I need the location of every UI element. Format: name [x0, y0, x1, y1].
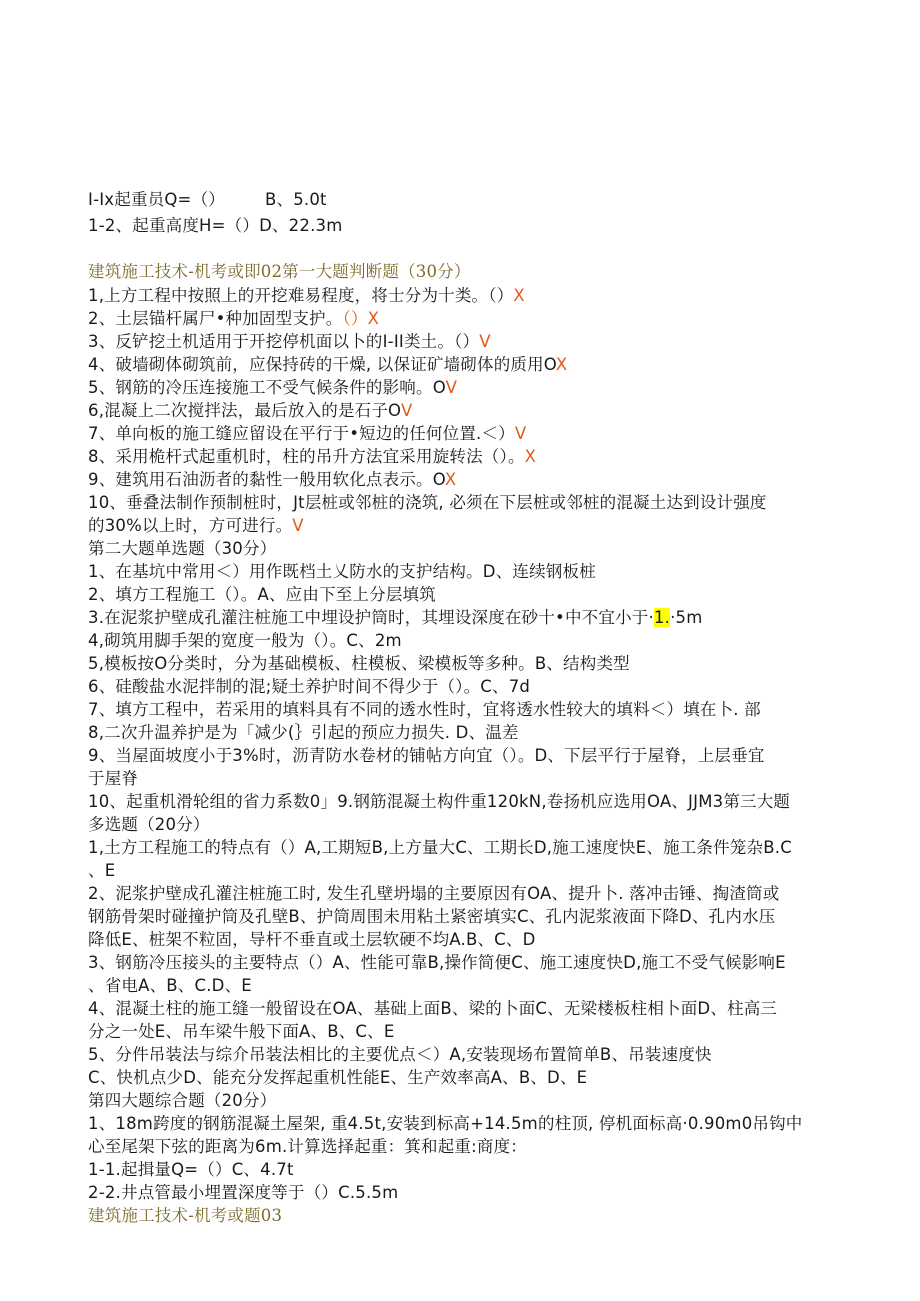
- judge-item: [88, 377, 838, 399]
- multi-item-cont: 分之一处E、吊车梁牛般下面A、B、C、E: [88, 1022, 395, 1041]
- top-line-2: 1-2、起重高度H=（）D、22.3m: [88, 216, 343, 235]
- text: 5、钢筋的冷压连接施工不受气候条件的影响。O: [88, 378, 446, 397]
- judge-item: [88, 423, 838, 445]
- answer: V: [445, 378, 458, 397]
- answer: X: [513, 286, 525, 305]
- judge-item: [88, 308, 838, 330]
- multi-item: 2、泥浆护壁成孔灌注桩施工时, 发生孔壁坍塌的主要原因有OA、提升卜. 落冲击锤、掏渣筒或: [88, 884, 780, 903]
- answer: V: [400, 401, 413, 420]
- judge-item: 10、垂叠法制作预制桩时，Jt层桩或邻桩的浇筑, 必须在下层桩或邻桩的混凝土达到设计强度: [88, 493, 767, 512]
- section-title-2: 第二大题单选题（30分）: [88, 539, 277, 558]
- text: 1,上方工程中按照上的开挖难易程度，将士分为十类。（）: [88, 286, 514, 305]
- answer: X: [555, 355, 568, 374]
- text: 7、单向板的施工缝应留设在平行于•短边的任何位置.＜）: [88, 424, 515, 443]
- text: ·5m: [670, 608, 703, 627]
- judge-item: [88, 354, 838, 376]
- judge-item: [88, 331, 838, 353]
- single-item: 8,二次升温养护是为「减少(｝引起的预应力损失. D、温差: [88, 723, 519, 742]
- text: 9、建筑用石油沥者的黏性一般用软化点表示。O: [88, 470, 445, 489]
- multi-item: 1,土方工程施工的特点有（）A,工期短B,上方量大C、工期长D,施工速度快E、施工条件笼杂B.C: [88, 838, 792, 857]
- multi-item: 5、分件吊装法与综介吊装法相比的主要优点＜）A,安装现场布置简单B、吊装速度快: [88, 1045, 712, 1064]
- answer-paren: （）: [342, 309, 368, 328]
- multi-item-cont: 降低E、桩架不粒固，导杆不垂直或土层软硬不均A.B、C、D: [88, 930, 536, 949]
- single-item: [88, 607, 838, 629]
- answer: V: [514, 424, 527, 443]
- section-title-1: 建筑施工技术-机考或即02第一大题判断题（30分）: [88, 262, 471, 281]
- multi-item: 3、钢筋冷压接头的主要特点（）A、性能可靠B,操作简便C、施工速度快D,施工不受气候影响E: [88, 953, 786, 972]
- single-item: 7、填方工程中，若采用的填料具有不同的透水性时，宜将透水性较大的填料＜）填在卜. 部: [88, 700, 761, 719]
- text: 3.在泥浆护壁成孔灌注桩施工中埋设护筒时，其埋设深度在砂十•中不宜小于·: [88, 608, 654, 627]
- multi-item-cont: 、省电A、B、C.D、E: [88, 976, 252, 995]
- single-item: 2、填方工程施工（）。A、应由下至上分层填筑: [88, 585, 436, 604]
- comp-item-cont: 心至尾架下弦的距离为6m.计算选择起重：箕和起重:商度：: [88, 1137, 527, 1156]
- single-item-cont: 于屋脊: [88, 769, 139, 788]
- comp-item: 1、18m跨度的钢筋混凝土屋架, 重4.5t,安装到标高+14.5m的柱顶, 停机面标高·0.90m0吊钩中: [88, 1114, 803, 1133]
- section-title-4: 第四大题综合题（20分）: [88, 1091, 277, 1110]
- judge-item-cont: [88, 515, 838, 537]
- text: 2、土层锚杆属尸•种加固型支护。: [88, 309, 343, 328]
- answer: X: [367, 309, 380, 328]
- multi-item: 4、混凝土柱的施工缝一般留设在OA、基础上面B、梁的卜面C、无梁楼板柱相卜面D、柱高三: [88, 999, 778, 1018]
- top-line-1: [88, 189, 838, 211]
- answer: V: [292, 516, 304, 535]
- answer: X: [524, 447, 537, 466]
- text: 6,混凝上二次搅拌法，最后放入的是石子O: [88, 401, 401, 420]
- multi-item-cont: 、E: [88, 861, 116, 880]
- judge-item: [88, 446, 838, 468]
- text: B、5.0t: [264, 190, 327, 209]
- text: I-Ix起重员Q=（）: [88, 190, 225, 209]
- section-title-3: 多选题（20分）: [88, 815, 210, 834]
- single-item: 6、硅酸盐水泥拌制的混;疑土养护时间不得少于（）。C、7d: [88, 677, 531, 696]
- text: 8、采用桅杆式起重机时，柱的吊升方法宜采用旋转法（）。: [88, 447, 525, 466]
- single-item: 4,砌筑用脚手架的宽度一般为（）。C、2m: [88, 631, 402, 650]
- multi-item-cont: C、快机点少D、能充分发挥起重机性能E、生产效率高A、B、D、E: [88, 1068, 588, 1087]
- judge-item: [88, 400, 838, 422]
- text: 3、反铲挖土机适用于开挖停机面以卜的I-II类土。（）: [88, 332, 480, 351]
- highlight: 1.: [653, 608, 671, 627]
- text: 的30%以上时，方可进行。: [88, 516, 293, 535]
- judge-item: [88, 469, 838, 491]
- footer-title: 建筑施工技术-机考或题03: [88, 1206, 283, 1225]
- comp-item: 1-1.起揖量Q=（）C、4.7t: [88, 1160, 294, 1179]
- answer: V: [479, 332, 491, 351]
- answer: X: [444, 470, 457, 489]
- judge-item: [88, 285, 838, 307]
- single-item: 9、当屋面坡度小于3%时，沥青防水卷材的铺帖方向宜（）。D、下层平行于屋脊，上层垂宜: [88, 746, 765, 765]
- comp-item: 2-2.井点管最小埋置深度等于（）C.5.5m: [88, 1183, 399, 1202]
- text: 4、破墙砌体砌筑前，应保持砖的干燥, 以保证矿墙砌体的质用O: [88, 355, 556, 374]
- multi-item-cont: 钢筋骨架时碰撞护筒及孔壁B、护筒周围未用粘土紧密填实C、孔内泥浆液面下降D、孔内水压: [88, 907, 776, 926]
- single-item: 1、在基坑中常用＜）用作既档土乂防水的支护结构。D、连续钢板桩: [88, 562, 596, 581]
- single-item: 5,模板按O分类时，分为基础模板、柱模板、梁模板等多种。B、结构类型: [88, 654, 630, 673]
- single-item: 10、起重机滑轮组的省力系数0」9.钢筋混凝土构件重120kN,卷扬机应选用OA、JJM3第三大题: [88, 792, 791, 811]
